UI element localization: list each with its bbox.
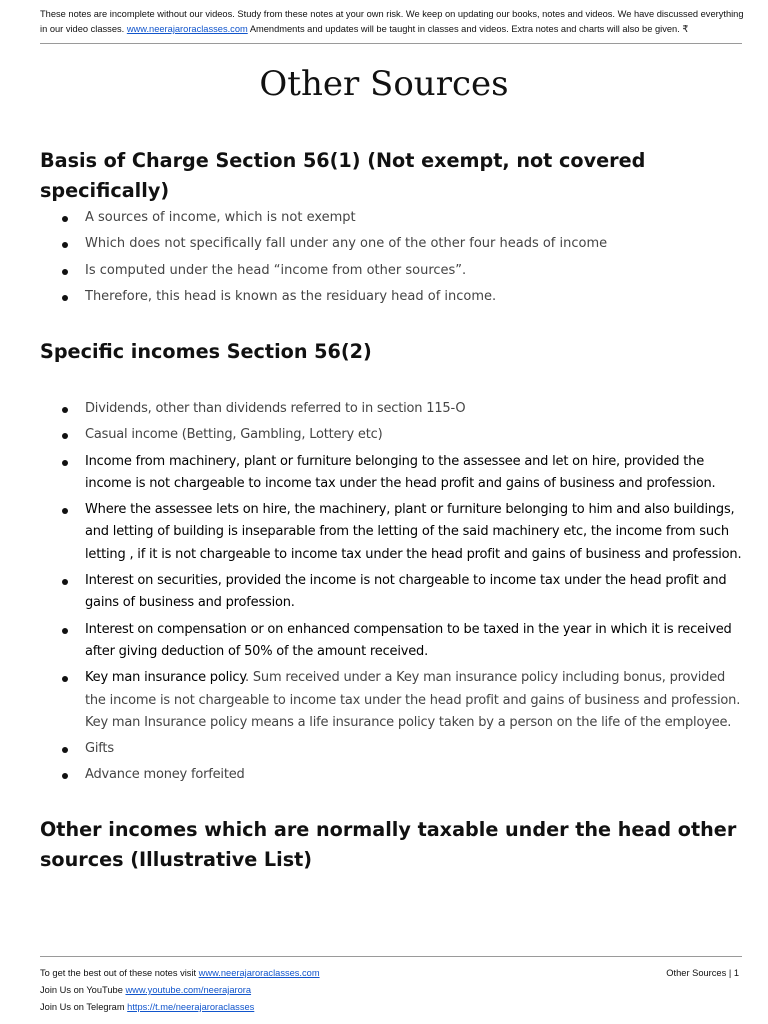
footer-line-telegram [40,999,748,1016]
section-heading-basis-of-charge: Basis of Charge Section 56(1) (Not exempt, not covered specifically) [40,149,646,202]
bullet-icon [62,269,68,275]
bullet-icon [62,676,68,682]
footer-website-label: To get the best out of these notes visit [40,968,197,978]
bullet-icon [62,508,68,514]
list-item: Dividends, other than dividends referred to in section 115-O [0,398,768,420]
header-website-link[interactable]: www.neerajaroraclasses.com [126,24,248,34]
list-item: Which does not specifically fall under any one of the other four heads of income [0,233,768,255]
footer-website-link[interactable]: www.neerajaroraclasses.com [198,968,320,978]
page-title: Other Sources [259,64,509,104]
header-disclaimer [40,7,748,37]
list-item: Casual income (Betting, Gambling, Lottery etc) [0,424,768,446]
specific-incomes-list [0,398,768,787]
list-item: Where the assessee lets on hire, the machinery, plant or furniture belonging to him and also buildings, and letting of building is inseparable from the letting of the said machinery etc, the income from such letting , if it is not chargeable to income tax under the head profit and gains of business and profession. [0,499,768,566]
section-heading-other-incomes: Other incomes which are normally taxable under the head other sources (Illustrative List) [40,818,737,871]
list-item: Gifts [0,738,768,760]
list-item: Interest on securities, provided the income is not chargeable to income tax under the head profit and gains of business and profession. [0,570,768,615]
list-item: A sources of income, which is not exempt [0,207,768,229]
footer-youtube-link[interactable]: www.youtube.com/neerajarora [125,985,252,995]
list-item: Interest on compensation or on enhanced compensation to be taxed in the year in which it is received after giving deduction of 50% of the amount received. [0,619,768,664]
bullet-icon [62,628,68,634]
list-item-keyman [0,667,768,734]
bullet-icon [62,460,68,466]
footer-divider [40,956,742,957]
bullet-icon [62,216,68,222]
header-divider [40,43,742,44]
basis-list [0,207,768,308]
bullet-icon [62,579,68,585]
footer-telegram-label: Join Us on Telegram [40,1002,125,1012]
list-item: Is computed under the head “income from other sources”. [0,260,768,282]
footer-youtube-label: Join Us on YouTube [40,985,123,995]
footer-telegram-link[interactable]: https://t.me/neerajaroraclasses [127,1002,255,1012]
footer-line-website [40,965,748,982]
list-item: Advance money forfeited [0,764,768,786]
footer-line-youtube [40,982,748,999]
header-disclaimer-text-end: Amendments and updates will be taught in classes and videos. Extra notes and charts will also be given. ₹ [249,24,689,34]
bullet-icon [62,747,68,753]
bullet-icon [62,407,68,413]
list-item: Therefore, this head is known as the residuary head of income. [0,286,768,308]
bullet-icon [62,295,68,301]
keyman-term: Key man insurance policy [85,670,246,686]
list-item: Income from machinery, plant or furniture belonging to the assessee and let on hire, provided the income is not chargeable to income tax under the head profit and gains of business and profession. [0,451,768,496]
bullet-icon [62,773,68,779]
section-heading-specific-incomes: Specific incomes Section 56(2) [40,340,372,363]
header-disclaimer-text: These notes are incomplete without our videos. Study from these notes at your own risk. We keep on updating our books, notes and videos. We have discussed everything in our video classes. [40,9,744,34]
bullet-icon [62,433,68,439]
bullet-icon [62,242,68,248]
footer-page-label: Other Sources | 1 [666,968,739,978]
keyman-text: . Sum received under a Key man insurance policy including bonus, provided the income is not chargeable to income tax under the head profit and gains of business and profession. Key man Insurance policy means a life insurance policy taken by a person on the life of the employee. [85,670,741,730]
